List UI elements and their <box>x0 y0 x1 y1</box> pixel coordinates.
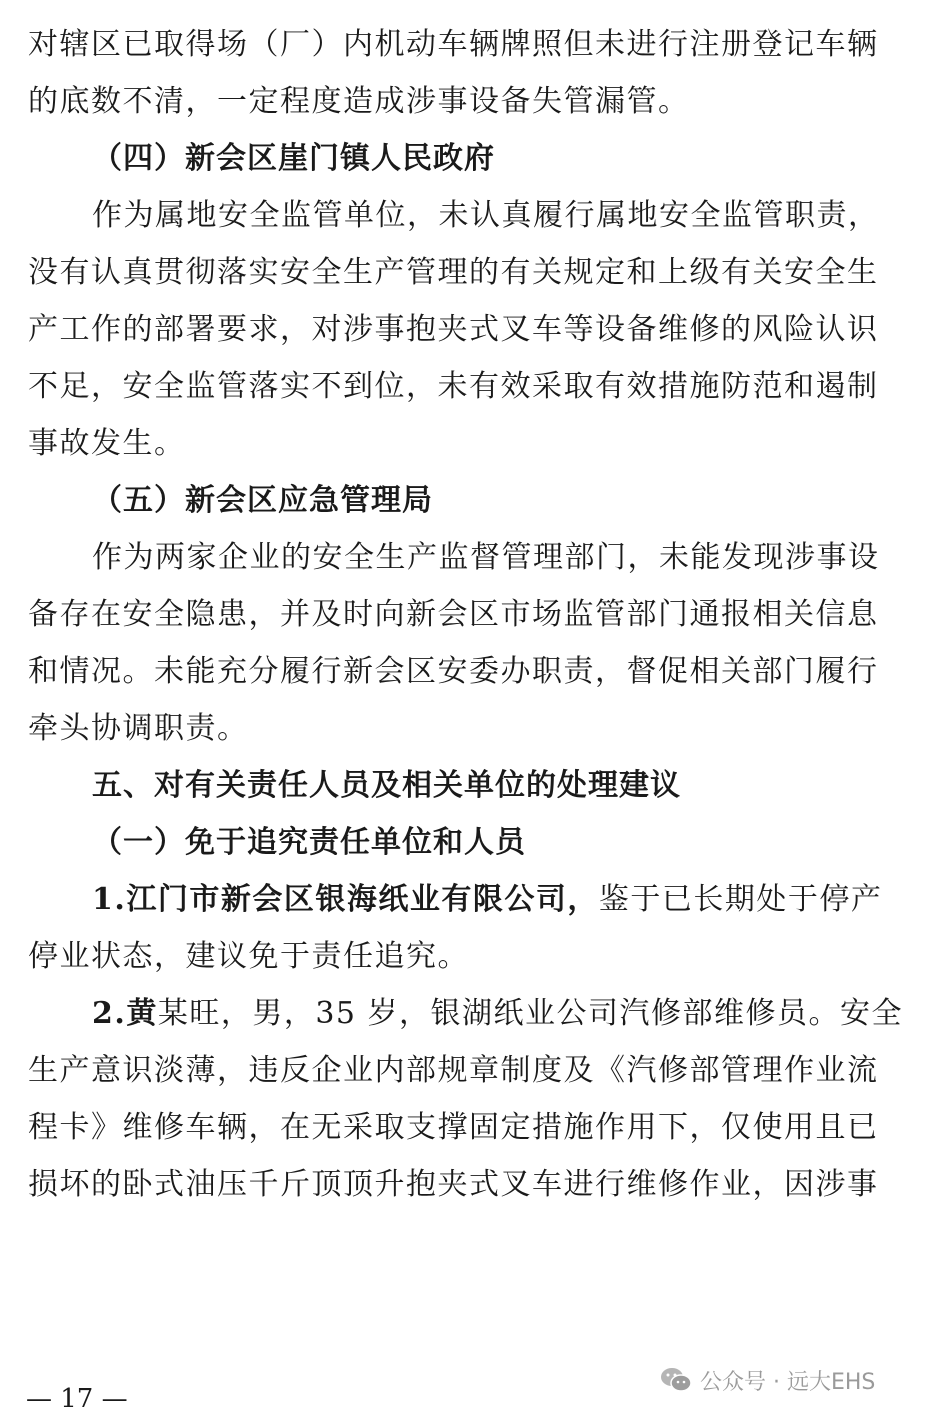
item-1-text: 鉴于已长期处于停产 <box>598 882 883 917</box>
page-number: — 17 — <box>26 1384 128 1414</box>
body-line: 牵头协调职责。 <box>28 711 249 746</box>
section-heading: （一）免于追究责任单位和人员 <box>92 825 526 860</box>
item-2-title: 2.黄 <box>92 996 158 1031</box>
chapter-heading: 五、对有关责任人员及相关单位的处理建议 <box>92 768 681 803</box>
body-line: 作为属地安全监管单位，未认真履行属地安全监管职责， <box>92 198 880 233</box>
body-line: 的底数不清，一定程度造成涉事设备失管漏管。 <box>28 84 690 119</box>
item-1-line <box>92 880 903 920</box>
item-1-title: 1.江门市新会区银海纸业有限公司， <box>92 882 599 917</box>
body-line: 损坏的卧式油压千斤顶顶升抱夹式叉车进行维修作业，因涉事 <box>28 1167 879 1202</box>
section-heading: （五）新会区应急管理局 <box>92 483 433 518</box>
item-2-text: 某旺，男，35 岁，银湖纸业公司汽修部维修员。安全 <box>157 996 903 1031</box>
body-line: 和情况。未能充分履行新会区安委办职责，督促相关部门履行 <box>28 654 879 689</box>
body-line: 程卡》维修车辆，在无采取支撑固定措施作用下，仅使用且已 <box>28 1110 879 1145</box>
body-line: 对辖区已取得场（厂）内机动车辆牌照但未进行注册登记车辆 <box>28 27 879 62</box>
body-line: 产工作的部署要求，对涉事抱夹式叉车等设备维修的风险认识 <box>28 312 879 347</box>
watermark-text: 公众号 · 远大EHS <box>700 1369 876 1395</box>
body-line: 不足，安全监管落实不到位，未有效采取有效措施防范和遏制 <box>28 369 879 404</box>
item-2-line <box>92 994 903 1034</box>
body-line: 作为两家企业的安全生产监督管理部门，未能发现涉事设 <box>92 540 880 575</box>
section-heading: （四）新会区崖门镇人民政府 <box>92 141 495 176</box>
body-line: 停业状态，建议免于责任追究。 <box>28 939 469 974</box>
body-line: 备存在安全隐患，并及时向新会区市场监管部门通报相关信息 <box>28 597 879 632</box>
wechat-icon <box>660 1366 692 1394</box>
body-line: 生产意识淡薄，违反企业内部规章制度及《汽修部管理作业流 <box>28 1053 879 1088</box>
watermark <box>660 1363 875 1397</box>
body-line: 事故发生。 <box>28 426 186 461</box>
body-line: 没有认真贯彻落实安全生产管理的有关规定和上级有关安全生 <box>28 255 879 290</box>
